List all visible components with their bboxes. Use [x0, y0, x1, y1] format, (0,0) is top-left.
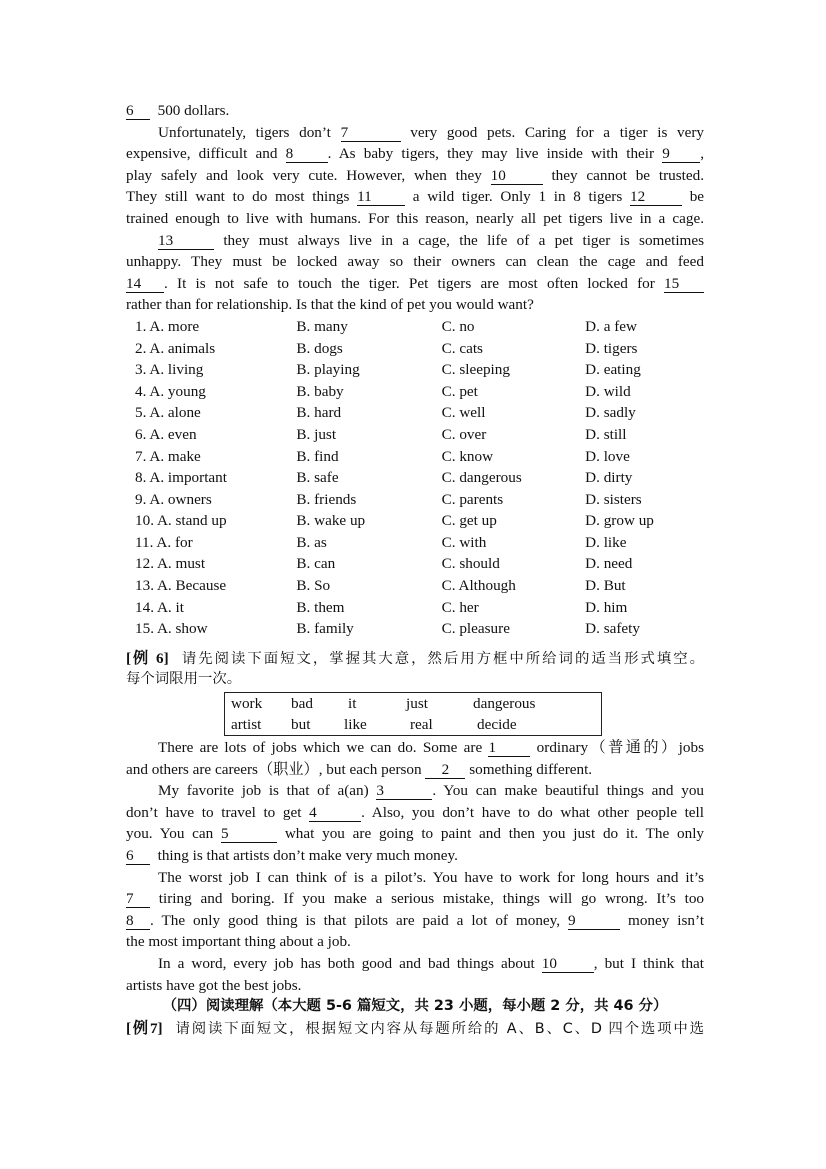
text-span: you. You can	[126, 825, 214, 843]
option-cell: 2. A. animals	[135, 339, 216, 357]
option-cell: D. like	[585, 533, 627, 551]
option-cell: 6. A. even	[135, 425, 197, 443]
text-span: . As baby tigers, they may live inside with their	[327, 145, 655, 163]
word-bank-box	[224, 692, 602, 736]
text-span: ordinary（普通的）jobs	[536, 739, 704, 757]
example-label: [例7]	[126, 1019, 163, 1037]
option-row	[135, 575, 704, 597]
text-line	[126, 910, 704, 932]
option-cell: D. sisters	[585, 490, 642, 508]
text-span: play safely and look very cute. However, when they	[126, 166, 482, 184]
option-cell: C. her	[441, 598, 479, 616]
text-line	[126, 737, 704, 759]
text-line	[126, 845, 704, 867]
option-cell: C. over	[441, 425, 487, 443]
option-row	[135, 597, 704, 619]
instruction-text: 请先阅读下面短文，掌握其大意，然后用方框中所给词的适当形式填空。	[181, 650, 704, 667]
word-bank-item: dangerous	[473, 695, 536, 713]
word-bank-item: just	[406, 695, 428, 713]
option-row	[135, 402, 704, 424]
option-cell: 8. A. important	[135, 469, 227, 487]
option-cell: D. him	[585, 598, 628, 616]
section-heading-text: （四）阅读理解（本大题 5-6 篇短文，共 23 小题，每小题 2 分，共 46 分）	[162, 998, 668, 1015]
text-span: 500 dollars.	[157, 102, 230, 119]
text-span: trained enough to live with humans. For this reason, nearly all pet tigers live in a cage.	[126, 209, 704, 227]
answer-blank: 9	[662, 146, 700, 163]
answer-blank: 14	[126, 276, 164, 293]
option-cell: B. So	[296, 577, 331, 595]
option-cell: B. family	[296, 620, 354, 638]
option-row	[135, 618, 704, 640]
text-line	[126, 953, 704, 975]
text-line	[126, 823, 704, 845]
option-cell: C. well	[441, 404, 486, 422]
text-line	[126, 208, 704, 230]
text-span: . The only good thing is that pilots are paid a lot of money,	[150, 911, 561, 929]
document-page	[126, 100, 704, 1039]
instruction-line	[126, 669, 704, 691]
instruction-text: 每个词限用一次。	[126, 671, 242, 688]
option-cell: C. get up	[441, 512, 497, 530]
answer-blank: 7	[341, 125, 401, 142]
option-row	[135, 338, 704, 360]
option-cell: B. them	[296, 598, 345, 616]
word-bank-item: real	[410, 716, 433, 734]
text-line	[126, 122, 704, 144]
option-row	[135, 510, 704, 532]
answer-blank: 2	[425, 762, 465, 779]
option-row	[135, 424, 704, 446]
option-cell: B. hard	[296, 404, 342, 422]
option-cell: C. know	[441, 447, 494, 465]
option-cell: B. dogs	[296, 339, 343, 357]
option-cell: D. love	[585, 447, 630, 465]
instruction-line	[126, 1018, 704, 1040]
option-cell: 14. A. it	[135, 598, 184, 616]
text-line	[126, 294, 704, 316]
option-cell: B. safe	[296, 469, 339, 487]
word-bank-item: it	[348, 695, 357, 713]
text-span: the most important thing about a job.	[126, 933, 351, 951]
answer-blank: 11	[357, 189, 405, 206]
text-span: very good pets. Caring for a tiger is very	[410, 123, 705, 141]
text-span: don’t have to travel to get	[126, 803, 302, 821]
text-span: unhappy. They must be locked away so their owners can clean the cage and feed	[126, 253, 704, 271]
option-cell: D. dirty	[585, 469, 633, 487]
text-line	[126, 802, 704, 824]
option-cell: C. no	[441, 317, 475, 335]
option-cell: B. baby	[296, 382, 344, 400]
section-heading	[126, 996, 704, 1018]
option-cell: C. sleeping	[441, 361, 510, 379]
instruction-line	[126, 648, 704, 670]
option-row	[135, 553, 704, 575]
word-bank-item: artist	[231, 716, 262, 734]
answer-blank: 5	[221, 826, 277, 843]
option-cell: 12. A. must	[135, 555, 206, 573]
text-span: what you are going to paint and then you just do it. The only	[284, 825, 705, 843]
option-cell: B. friends	[296, 490, 357, 508]
option-cell: D. safety	[585, 620, 640, 638]
options-table	[135, 316, 704, 640]
text-span: The worst job I can think of is a pilot’s. You have to work for long hours and it’s	[158, 868, 704, 886]
text-span: thing is that artists don’t make very much money.	[157, 847, 458, 864]
text-line	[126, 100, 704, 122]
text-line	[126, 186, 704, 208]
option-cell: C. pleasure	[441, 620, 510, 638]
option-cell: B. many	[296, 317, 348, 335]
text-span: rather than for relationship. Is that the kind of pet you would want?	[126, 296, 534, 314]
answer-blank: 3	[376, 783, 432, 800]
option-cell: 5. A. alone	[135, 404, 201, 422]
text-line	[126, 888, 704, 910]
option-cell: C. Although	[441, 577, 516, 595]
answer-blank: 10	[491, 168, 543, 185]
text-span: money isn’t	[628, 911, 705, 929]
option-cell: C. dangerous	[441, 469, 522, 487]
option-cell: D. tigers	[585, 339, 638, 357]
answer-blank: 15	[664, 276, 704, 293]
option-cell: 10. A. stand up	[135, 512, 227, 530]
option-cell: B. find	[296, 447, 339, 465]
option-row	[135, 467, 704, 489]
word-bank-item: decide	[477, 716, 517, 734]
option-row	[135, 316, 704, 338]
word-bank-item: work	[231, 695, 263, 713]
text-span: expensive, difficult and	[126, 145, 278, 163]
text-line	[126, 867, 704, 889]
option-cell: 3. A. living	[135, 361, 204, 379]
word-bank-item: bad	[291, 695, 313, 713]
option-row	[135, 532, 704, 554]
answer-blank: 10	[542, 956, 594, 973]
option-cell: D. sadly	[585, 404, 636, 422]
text-span: In a word, every job has both good and bad things about	[158, 954, 535, 972]
text-span: and others are careers（职业）, but each person	[126, 760, 422, 778]
answer-blank: 8	[286, 146, 328, 163]
text-line	[126, 780, 704, 802]
option-cell: B. just	[296, 425, 337, 443]
option-cell: 4. A. young	[135, 382, 206, 400]
answer-blank: 8	[126, 913, 150, 930]
option-row	[135, 489, 704, 511]
option-cell: D. a few	[585, 317, 638, 335]
option-cell: D. need	[585, 555, 633, 573]
text-span: . It is not safe to touch the tiger. Pet tigers are most often locked for	[164, 274, 655, 292]
text-span: artists have got the best jobs.	[126, 976, 302, 994]
option-cell: B. as	[296, 533, 327, 551]
text-span: something different.	[469, 760, 593, 778]
word-bank-item: but	[291, 716, 311, 734]
option-cell: C. pet	[441, 382, 478, 400]
option-cell: B. playing	[296, 361, 360, 379]
option-cell: C. parents	[441, 490, 504, 508]
option-cell: 15. A. show	[135, 620, 208, 638]
text-line	[126, 273, 704, 295]
option-cell: 1. A. more	[135, 317, 200, 335]
option-cell: 11. A. for	[135, 533, 193, 551]
option-row	[135, 359, 704, 381]
text-span: . Also, you don’t have to do what other people tell	[361, 803, 704, 821]
answer-blank: 1	[488, 740, 530, 757]
text-span: they cannot be trusted.	[551, 166, 704, 184]
text-span: they must always live in a cage, the life of a pet tiger is sometimes	[223, 231, 705, 249]
option-cell: D. wild	[585, 382, 631, 400]
option-cell: D. still	[585, 425, 627, 443]
word-bank-item: like	[344, 716, 367, 734]
option-cell: D. But	[585, 577, 626, 595]
answer-blank: 6	[126, 848, 150, 865]
text-line	[126, 230, 704, 252]
option-cell: D. grow up	[585, 512, 654, 530]
instruction-text: 请阅读下面短文，根据短文内容从每题所给的 A、B、C、D 四个选项中选	[175, 1020, 704, 1037]
answer-blank: 6	[126, 103, 150, 120]
text-span: tiring and boring. If you make a serious mistake, things will go wrong. It’s too	[158, 890, 705, 908]
answer-blank: 7	[126, 891, 150, 908]
text-line	[126, 143, 704, 165]
answer-blank: 13	[158, 233, 214, 250]
text-line	[126, 759, 704, 781]
option-cell: C. should	[441, 555, 500, 573]
text-span: . You can make beautiful things and you	[432, 782, 705, 800]
option-cell: C. cats	[441, 339, 483, 357]
text-span: Unfortunately, tigers don’t	[158, 123, 331, 141]
option-cell: D. eating	[585, 361, 641, 379]
text-span: My favorite job is that of a(an)	[158, 782, 369, 800]
text-line	[126, 975, 704, 997]
text-span: , but I think that	[593, 954, 704, 972]
option-cell: 9. A. owners	[135, 490, 212, 508]
example-label: [例 6]	[126, 649, 169, 667]
option-cell: C. with	[441, 533, 487, 551]
option-cell: 13. A. Because	[135, 577, 227, 595]
text-span: a wild tiger. Only 1 in 8 tigers	[412, 188, 623, 206]
text-line	[126, 251, 704, 273]
option-cell: B. wake up	[296, 512, 366, 530]
answer-blank: 4	[309, 805, 361, 822]
option-cell: 7. A. make	[135, 447, 201, 465]
answer-blank: 12	[630, 189, 682, 206]
text-span: be	[689, 188, 705, 206]
answer-blank: 9	[568, 913, 620, 930]
text-line	[126, 931, 704, 953]
option-row	[135, 446, 704, 468]
text-line	[126, 165, 704, 187]
option-row	[135, 381, 704, 403]
option-cell: B. can	[296, 555, 336, 573]
text-span: They still want to do most things	[126, 188, 350, 206]
text-span: ,	[700, 145, 705, 163]
text-span: There are lots of jobs which we can do. Some are	[158, 739, 483, 757]
